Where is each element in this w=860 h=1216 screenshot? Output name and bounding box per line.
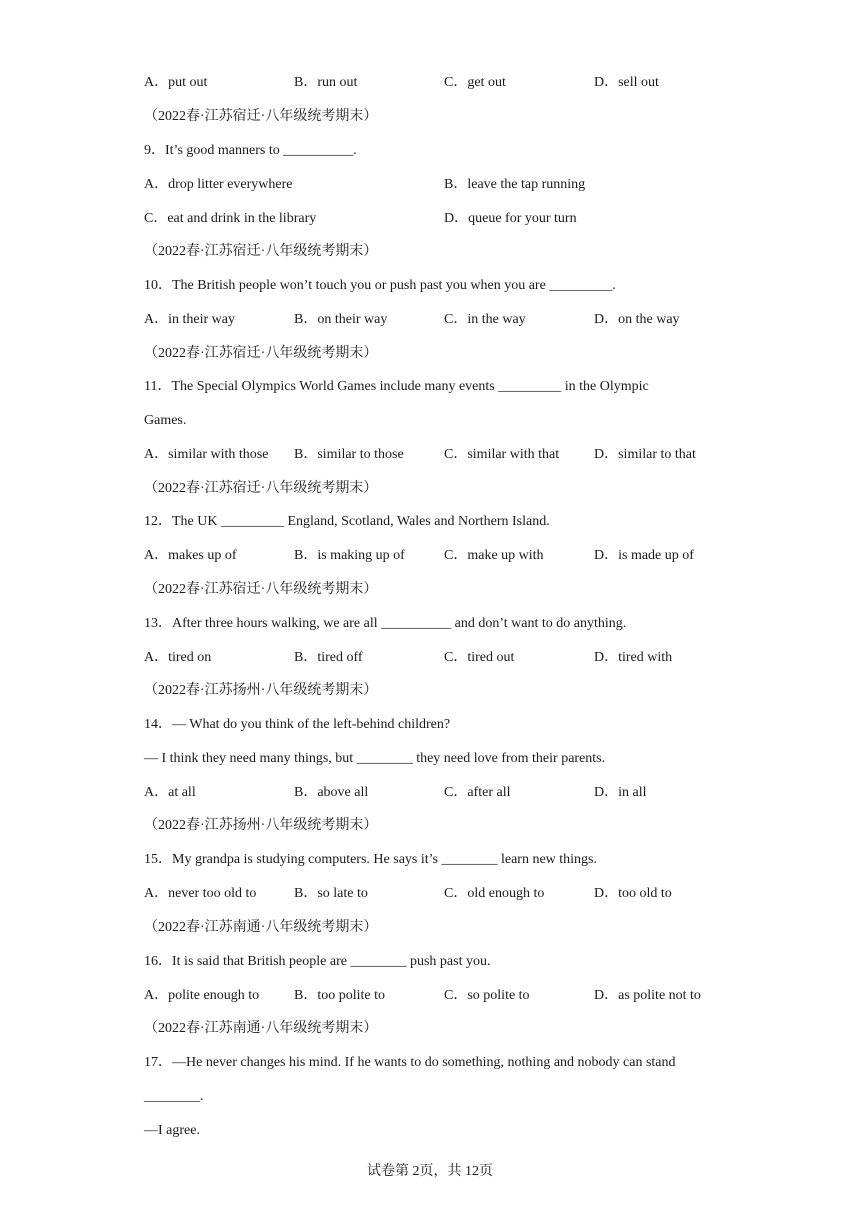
q16-source: （2022春·江苏南通·八年级统考期末） bbox=[144, 920, 378, 935]
q13-stem: 13．After three hours walking, we are all __________ and don’t want to do anything. bbox=[144, 616, 627, 631]
q8-option-a[interactable]: A．put out bbox=[144, 75, 208, 90]
q13-source: （2022春·江苏宿迁·八年级统考期末） bbox=[144, 582, 378, 597]
q13-option-b[interactable]: B．tired off bbox=[294, 650, 363, 665]
q15-source: （2022春·江苏扬州·八年级统考期末） bbox=[144, 818, 378, 833]
q12-stem: 12．The UK _________ England, Scotland, Wales and Northern Island. bbox=[144, 514, 550, 529]
q12-option-d[interactable]: D．is made up of bbox=[594, 548, 694, 563]
q10-source: （2022春·江苏宿迁·八年级统考期末） bbox=[144, 244, 378, 259]
q13-option-a[interactable]: A．tired on bbox=[144, 650, 212, 665]
q10-option-b[interactable]: B．on their way bbox=[294, 312, 388, 327]
q11-option-a[interactable]: A．similar with those bbox=[144, 447, 269, 462]
q16-option-c[interactable]: C．so polite to bbox=[444, 988, 530, 1003]
page-footer: 试卷第 2页，共 12页 bbox=[367, 1164, 493, 1179]
q11-stem-line1: 11．The Special Olympics World Games include many events _________ in the Olympic bbox=[144, 379, 649, 394]
q16-stem: 16．It is said that British people are ________ push past you. bbox=[144, 954, 491, 969]
q9-source: （2022春·江苏宿迁·八年级统考期末） bbox=[144, 109, 378, 124]
q10-option-c[interactable]: C．in the way bbox=[444, 312, 526, 327]
q16-option-b[interactable]: B．too polite to bbox=[294, 988, 385, 1003]
q9-option-c[interactable]: C．eat and drink in the library bbox=[144, 211, 317, 226]
q14-stem-line2: — I think they need many things, but ________ they need love from their parents. bbox=[144, 751, 606, 766]
q9-stem: 9．It’s good manners to __________. bbox=[144, 143, 357, 158]
q12-source: （2022春·江苏宿迁·八年级统考期末） bbox=[144, 481, 378, 496]
q11-option-b[interactable]: B．similar to those bbox=[294, 447, 404, 462]
q11-source: （2022春·江苏宿迁·八年级统考期末） bbox=[144, 346, 378, 361]
q8-option-d[interactable]: D．sell out bbox=[594, 75, 659, 90]
q14-option-a[interactable]: A．at all bbox=[144, 785, 196, 800]
q15-stem: 15．My grandpa is studying computers. He says it’s ________ learn new things. bbox=[144, 852, 598, 867]
q11-option-c[interactable]: C．similar with that bbox=[444, 447, 560, 462]
q14-option-d[interactable]: D．in all bbox=[594, 785, 647, 800]
q9-option-a[interactable]: A．drop litter everywhere bbox=[144, 177, 293, 192]
q11-stem-line2: Games. bbox=[144, 413, 187, 428]
q15-option-a[interactable]: A．never too old to bbox=[144, 886, 257, 901]
q12-option-c[interactable]: C．make up with bbox=[444, 548, 544, 563]
q11-option-d[interactable]: D．similar to that bbox=[594, 447, 696, 462]
q15-option-d[interactable]: D．too old to bbox=[594, 886, 672, 901]
q17-source: （2022春·江苏南通·八年级统考期末） bbox=[144, 1021, 378, 1036]
q15-option-c[interactable]: C．old enough to bbox=[444, 886, 545, 901]
q10-option-d[interactable]: D．on the way bbox=[594, 312, 680, 327]
q8-option-b[interactable]: B．run out bbox=[294, 75, 358, 90]
q13-option-d[interactable]: D．tired with bbox=[594, 650, 673, 665]
q17-stem-line3: —I agree. bbox=[144, 1123, 200, 1138]
q16-option-d[interactable]: D．as polite not to bbox=[594, 988, 701, 1003]
q8-option-c[interactable]: C．get out bbox=[444, 75, 506, 90]
q14-stem-line1: 14．— What do you think of the left-behind children? bbox=[144, 717, 451, 732]
q14-option-b[interactable]: B．above all bbox=[294, 785, 369, 800]
q9-option-d[interactable]: D．queue for your turn bbox=[444, 211, 577, 226]
q13-option-c[interactable]: C．tired out bbox=[444, 650, 515, 665]
q17-stem-line2: ________. bbox=[144, 1089, 204, 1104]
q12-option-b[interactable]: B．is making up of bbox=[294, 548, 405, 563]
q14-option-c[interactable]: C．after all bbox=[444, 785, 511, 800]
q12-option-a[interactable]: A．makes up of bbox=[144, 548, 237, 563]
q10-option-a[interactable]: A．in their way bbox=[144, 312, 235, 327]
q14-source: （2022春·江苏扬州·八年级统考期末） bbox=[144, 683, 378, 698]
q9-option-b[interactable]: B．leave the tap running bbox=[444, 177, 586, 192]
q15-option-b[interactable]: B．so late to bbox=[294, 886, 368, 901]
q10-stem: 10．The British people won’t touch you or push past you when you are _________. bbox=[144, 278, 616, 293]
q16-option-a[interactable]: A．polite enough to bbox=[144, 988, 260, 1003]
q17-stem-line1: 17．—He never changes his mind. If he wants to do something, nothing and nobody can stand bbox=[144, 1055, 676, 1070]
